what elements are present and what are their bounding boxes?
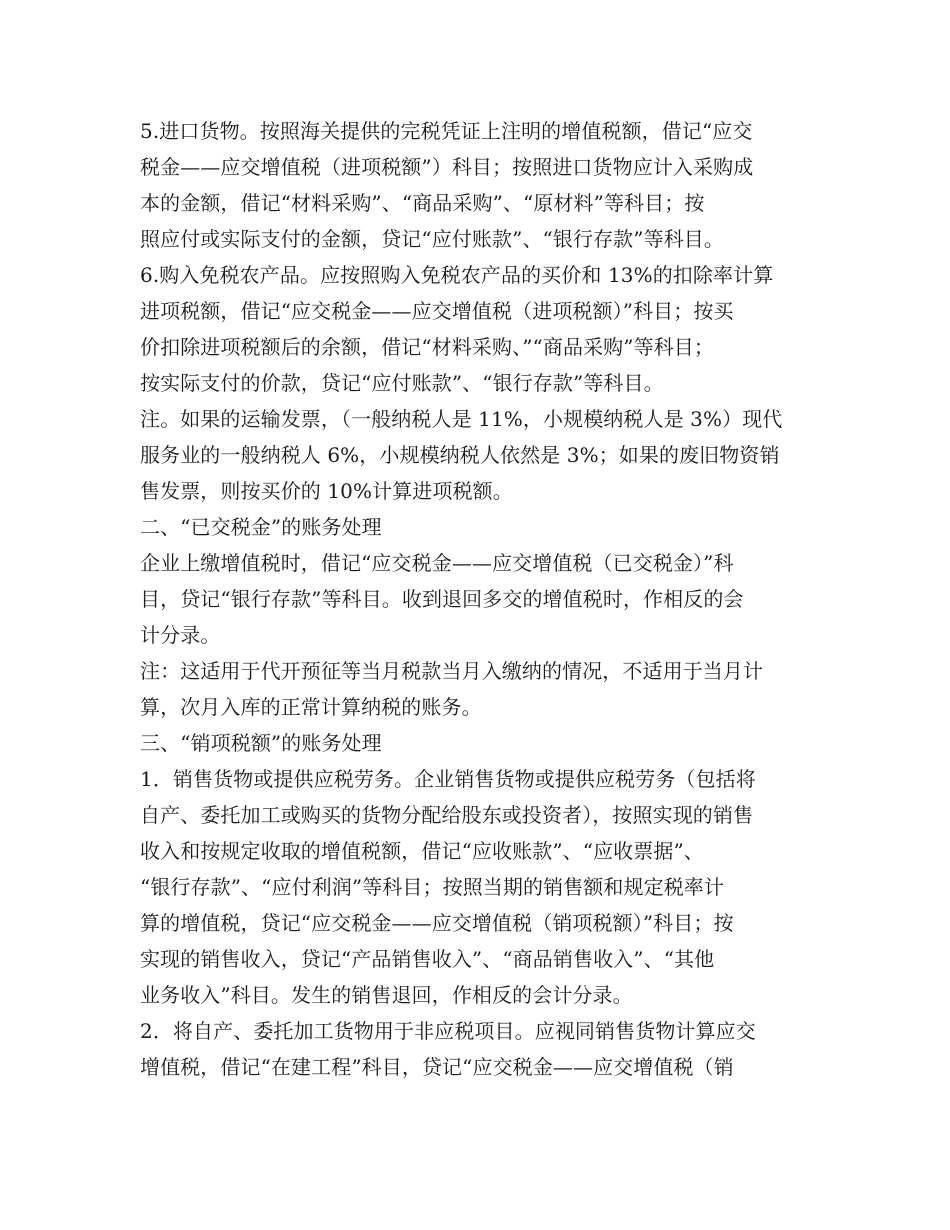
text-line: 本的金额，借记“材料采购”、“商品采购”、“原材料”等科目；按: [140, 191, 705, 215]
text-line: 进项税额，借记“应交税金——应交增值税（进项税额）”科目；按买: [140, 299, 734, 323]
text-line: 6.购入免税农产品。应按照购入免税农产品的买价和 13%的扣除率计算: [140, 263, 774, 287]
text-line: 税金——应交增值税（进项税额”）科目；按照进口货物应计入采购成: [140, 155, 754, 179]
text-line: 实现的销售收入，贷记“产品销售收入”、“商品销售收入”、“其他: [140, 947, 715, 971]
text-line: 增值税，借记“在建工程”科目，贷记“应交税金——应交增值税（销: [140, 1055, 734, 1079]
text-line: 计分录。: [140, 623, 221, 647]
text-line: 2．将自产、委托加工货物用于非应税项目。应视同销售货物计算应交: [140, 1019, 756, 1043]
text-line: 企业上缴增值税时，借记“应交税金——应交增值税（已交税金）”科: [140, 551, 734, 575]
text-line: “银行存款”、“应付利润”等科目；按照当期的销售额和规定税率计: [140, 875, 724, 899]
text-line: 售发票，则按买价的 10%计算进项税额。: [140, 479, 513, 503]
text-line: 按实际支付的价款，贷记“应付账款”、“银行存款”等科目。: [140, 371, 664, 395]
text-line: 自产、委托加工或购买的货物分配给股东或投资者），按照实现的销售: [140, 803, 754, 827]
text-line: 算的增值税，贷记“应交税金——应交增值税（销项税额）”科目；按: [140, 911, 734, 935]
text-line: 业务收入”科目。发生的销售退回，作相反的会计分录。: [140, 983, 633, 1007]
text-line: 注。如果的运输发票，（一般纳税人是 11%，小规模纳税人是 3%）现代: [140, 407, 783, 431]
text-line: 收入和按规定收取的增值税额，借记“应收账款”、“应收票据”、: [140, 839, 704, 863]
text-line: 服务业的一般纳税人 6%，小规模纳税人依然是 3%；如果的废旧物资销: [140, 443, 780, 467]
text-line: 5.进口货物。按照海关提供的完税凭证上注明的增值税额，借记“应交: [140, 119, 753, 143]
section-heading: 三、“销项税额”的账务处理: [140, 731, 382, 755]
text-line: 照应付或实际支付的金额，贷记“应付账款”、“银行存款”等科目。: [140, 227, 724, 251]
text-line: 1．销售货物或提供应税劳务。企业销售货物或提供应税劳务（包括将: [140, 767, 756, 791]
text-line: 算，次月入库的正常计算纳税的账务。: [140, 695, 482, 719]
text-line: 注：这适用于代开预征等当月税款当月入缴纳的情况，不适用于当月计: [140, 659, 764, 683]
text-line: 价扣除进项税额后的余额，借记“材料采购、”“商品采购”等科目；: [140, 335, 714, 359]
text-line: 目，贷记“银行存款”等科目。收到退回多交的增值税时，作相反的会: [140, 587, 744, 611]
document-body: [140, 113, 815, 1085]
section-heading: 二、“已交税金”的账务处理: [140, 515, 382, 539]
